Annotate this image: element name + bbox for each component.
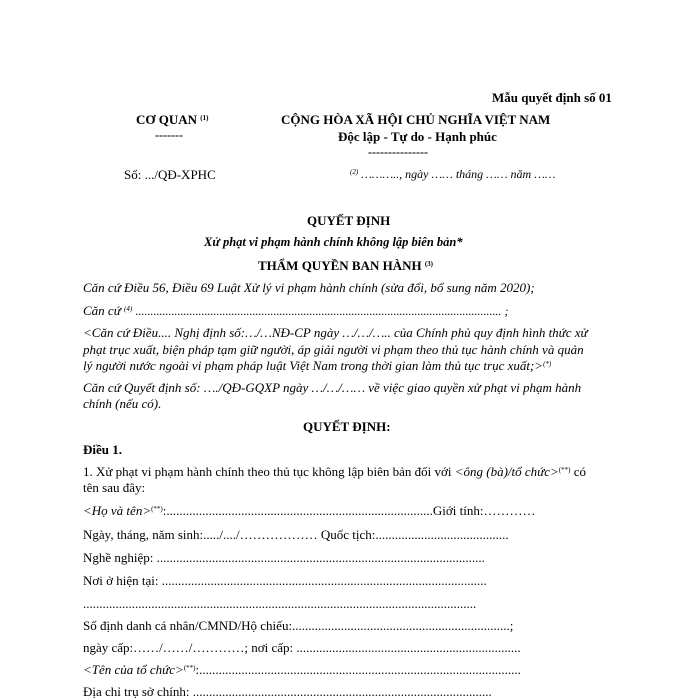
basis-2 bbox=[83, 303, 508, 319]
dob-nationality-field[interactable]: Ngày, tháng, năm sinh:...../..../……………… Quốc tịch:......................................... bbox=[83, 527, 509, 542]
basis-3-line-1: <Căn cứ Điều.... Nghị định số:…/…NĐ-CP ngày …/…/….. của Chính phủ quy định hình thức xử bbox=[83, 325, 588, 340]
place-date bbox=[350, 167, 556, 182]
name-note: (**) bbox=[151, 505, 163, 513]
basis-4-line-1: Căn cứ Quyết định số: …./QĐ-GQXP ngày …/…/…… về việc giao quyền xử phạt vi phạm hành bbox=[83, 380, 582, 395]
agency-name bbox=[136, 112, 208, 128]
org-note: (**) bbox=[183, 664, 196, 672]
basis-2-label: Căn cứ bbox=[83, 303, 121, 318]
org-label: <Tên của tổ chức> bbox=[83, 662, 184, 677]
basis-3-note: (*) bbox=[543, 360, 552, 368]
basis-3-line-3 bbox=[83, 358, 551, 374]
title-authority bbox=[258, 258, 433, 274]
title-subtitle: Xử phạt vi phạm hành chính không lập biên bản* bbox=[204, 235, 463, 249]
form-label: Mẫu quyết định số 01 bbox=[492, 90, 612, 105]
id-number-field[interactable]: Số định danh cá nhân/CMND/Hộ chiếu:...................................................................; bbox=[83, 618, 514, 633]
article-1-heading: Điều 1. bbox=[83, 442, 122, 457]
clause-1-text: 1. Xử phạt vi phạm hành chính theo thủ tục không lập biên bản đối với bbox=[83, 464, 452, 479]
headquarters-address-field[interactable]: Địa chỉ trụ sở chính: ............................................................................................ bbox=[83, 684, 492, 699]
clause-1-note: (**) bbox=[558, 466, 571, 474]
occupation-field[interactable]: Nghề nghiệp: ..................................................................................................... bbox=[83, 550, 485, 565]
agency-label: CƠ QUAN bbox=[136, 112, 198, 127]
residence-continuation[interactable]: ......................................................................................................................... bbox=[83, 596, 477, 611]
agency-underline: ------- bbox=[155, 128, 183, 142]
title-main: QUYẾT ĐỊNH bbox=[307, 213, 391, 228]
clause-1-subject: <ông (bà)/tổ chức> bbox=[454, 464, 559, 479]
place-date-text: ……….., ngày …… tháng …… năm …… bbox=[361, 167, 556, 181]
name-label: <Họ và tên> bbox=[83, 503, 152, 518]
agency-note: (1) bbox=[200, 114, 209, 122]
basis-4-line-2: chính (nếu có). bbox=[83, 396, 162, 411]
authority-label: THẨM QUYỀN BAN HÀNH bbox=[258, 258, 422, 273]
basis-2-dots: .......................................................................................................................... ; bbox=[135, 304, 509, 318]
residence-field[interactable]: Nơi ở hiện tại: .................................................................................................... bbox=[83, 573, 487, 588]
motto-underline: --------------- bbox=[368, 145, 428, 159]
place-note: (2) bbox=[350, 168, 359, 176]
basis-3-line-2: phạt trục xuất, biện pháp tạm giữ người, áp giải người vi phạm theo thủ tục hành chính và quản bbox=[83, 342, 584, 357]
name-field[interactable] bbox=[83, 503, 535, 519]
issue-date-place-field[interactable]: ngày cấp:……/……/…………; nơi cấp: ..................................................................... bbox=[83, 640, 521, 655]
name-dots: :..................................................................................Giới tính:………… bbox=[162, 503, 536, 518]
clause-1-line-1 bbox=[83, 464, 586, 480]
decision-heading: QUYẾT ĐỊNH: bbox=[303, 419, 391, 434]
authority-note: (3) bbox=[424, 260, 434, 268]
organization-name-field[interactable] bbox=[83, 662, 521, 678]
basis-2-note: (4) bbox=[124, 305, 133, 313]
basis-3-line-3-text: lý người nước ngoài vi phạm pháp luật Việt Nam trong thời gian làm thủ tục trục xuất;> bbox=[83, 358, 544, 373]
basis-1: Căn cứ Điều 56, Điều 69 Luật Xử lý vi phạm hành chính (sửa đổi, bổ sung năm 2020); bbox=[83, 280, 535, 295]
decision-number: Số: .../QĐ-XPHC bbox=[124, 167, 216, 182]
motto: Độc lập - Tự do - Hạnh phúc bbox=[338, 129, 497, 144]
org-dots: :................................................................................................... bbox=[195, 662, 521, 677]
clause-1-tail: có bbox=[570, 464, 586, 479]
clause-1-line-2: tên sau đây: bbox=[83, 480, 146, 495]
country-name: CỘNG HÒA XÃ HỘI CHỦ NGHĨA VIỆT NAM bbox=[281, 112, 551, 127]
